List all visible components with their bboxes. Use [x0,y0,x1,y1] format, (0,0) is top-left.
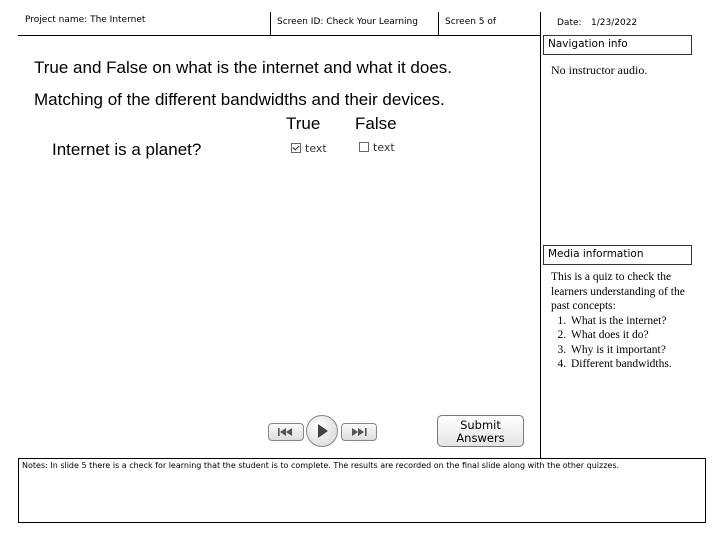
date-value: 1/23/2022 [591,18,638,28]
submit-label-line-1: Submit [460,418,501,432]
play-icon [307,416,337,446]
fast-forward-icon [342,424,376,440]
navigation-info-label: Navigation info [548,38,628,50]
media-info-body [551,270,691,372]
main-divider [540,12,541,459]
play-button[interactable] [306,415,338,447]
false-option-label: text [373,141,395,154]
date-label: Date: [557,18,582,28]
rewind-icon [269,424,303,440]
header-underline [18,35,540,36]
false-option[interactable] [359,141,395,154]
media-info-item: 3. Why is it important? [569,343,691,358]
navigation-info-title [543,35,692,55]
media-info-label: Media information [548,248,644,260]
notes-box [18,458,706,523]
screen-id: Screen ID: Check Your Learning [277,17,418,27]
true-checkbox[interactable] [291,143,301,153]
true-option-label: text [305,142,327,155]
content-line-1: True and False on what is the internet and what it does. [34,58,453,77]
fast-forward-button[interactable] [341,423,377,441]
false-checkbox[interactable] [359,142,369,152]
screen-number: Screen 5 of [445,17,497,27]
media-info-item: 2. What does it do? [569,328,691,343]
true-option[interactable] [291,142,327,155]
media-info-item: 4. Different bandwidths. [569,357,691,372]
header-divider-1 [270,12,271,36]
content-line-2: Matching of the different bandwidths and their devices. [34,90,445,109]
true-column-header: True [286,114,321,133]
false-column-header: False [355,114,397,133]
rewind-button[interactable] [268,423,304,441]
navigation-info-body: No instructor audio. [551,63,648,77]
notes-text: Notes: In slide 5 there is a check for learning that the student is to complete. The results are recorded on the final slide along with the other quizzes. [22,461,620,470]
submit-label-line-2: Answers [456,431,505,445]
media-info-list [551,314,691,372]
project-name: Project name: The Internet [25,15,146,25]
submit-answers-button[interactable] [437,415,524,447]
media-info-item: 1. What is the internet? [569,314,691,329]
media-info-intro: This is a quiz to check the learners understanding of the past concepts: [551,271,685,312]
header-divider-2 [438,12,439,36]
question-text: Internet is a planet? [52,140,202,159]
media-info-title [543,245,692,265]
